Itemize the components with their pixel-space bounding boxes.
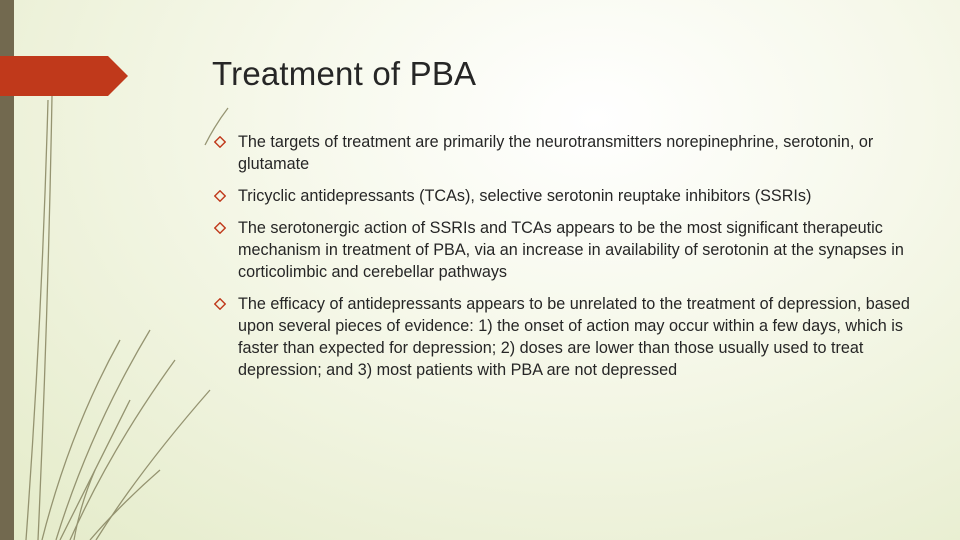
diamond-outline-icon: [214, 298, 226, 310]
bullet-text: The efficacy of antidepressants appears to be unrelated to the treatment of depression, based upon several pieces of evidence: 1) the onset of action may occur within a few days, which is faster than expected for depression; 2) doses are lower than those usually used to treat depression; and 3) most patients with PBA are not depressed: [238, 295, 910, 379]
diamond-outline-icon: [214, 136, 226, 148]
bullet-item: [214, 217, 914, 283]
bullet-list: [214, 131, 914, 391]
bullet-item: [214, 293, 914, 381]
bullet-item: [214, 131, 914, 175]
bullet-text: The serotonergic action of SSRIs and TCAs appears to be the most significant therapeutic mechanism in treatment of PBA, via an increase in availability of serotonin at the synapses in corticolimbic and cerebellar pathways: [238, 219, 904, 281]
bullet-text: The targets of treatment are primarily the neurotransmitters norepinephrine, serotonin, or glutamate: [238, 133, 874, 173]
diamond-outline-icon: [214, 190, 226, 202]
slide-title: Treatment of PBA: [212, 55, 477, 92]
bullet-item: [214, 185, 914, 207]
diamond-outline-icon: [214, 222, 226, 234]
title-accent-tab: [0, 56, 128, 96]
bullet-text: Tricyclic antidepressants (TCAs), selective serotonin reuptake inhibitors (SSRIs): [238, 187, 812, 205]
